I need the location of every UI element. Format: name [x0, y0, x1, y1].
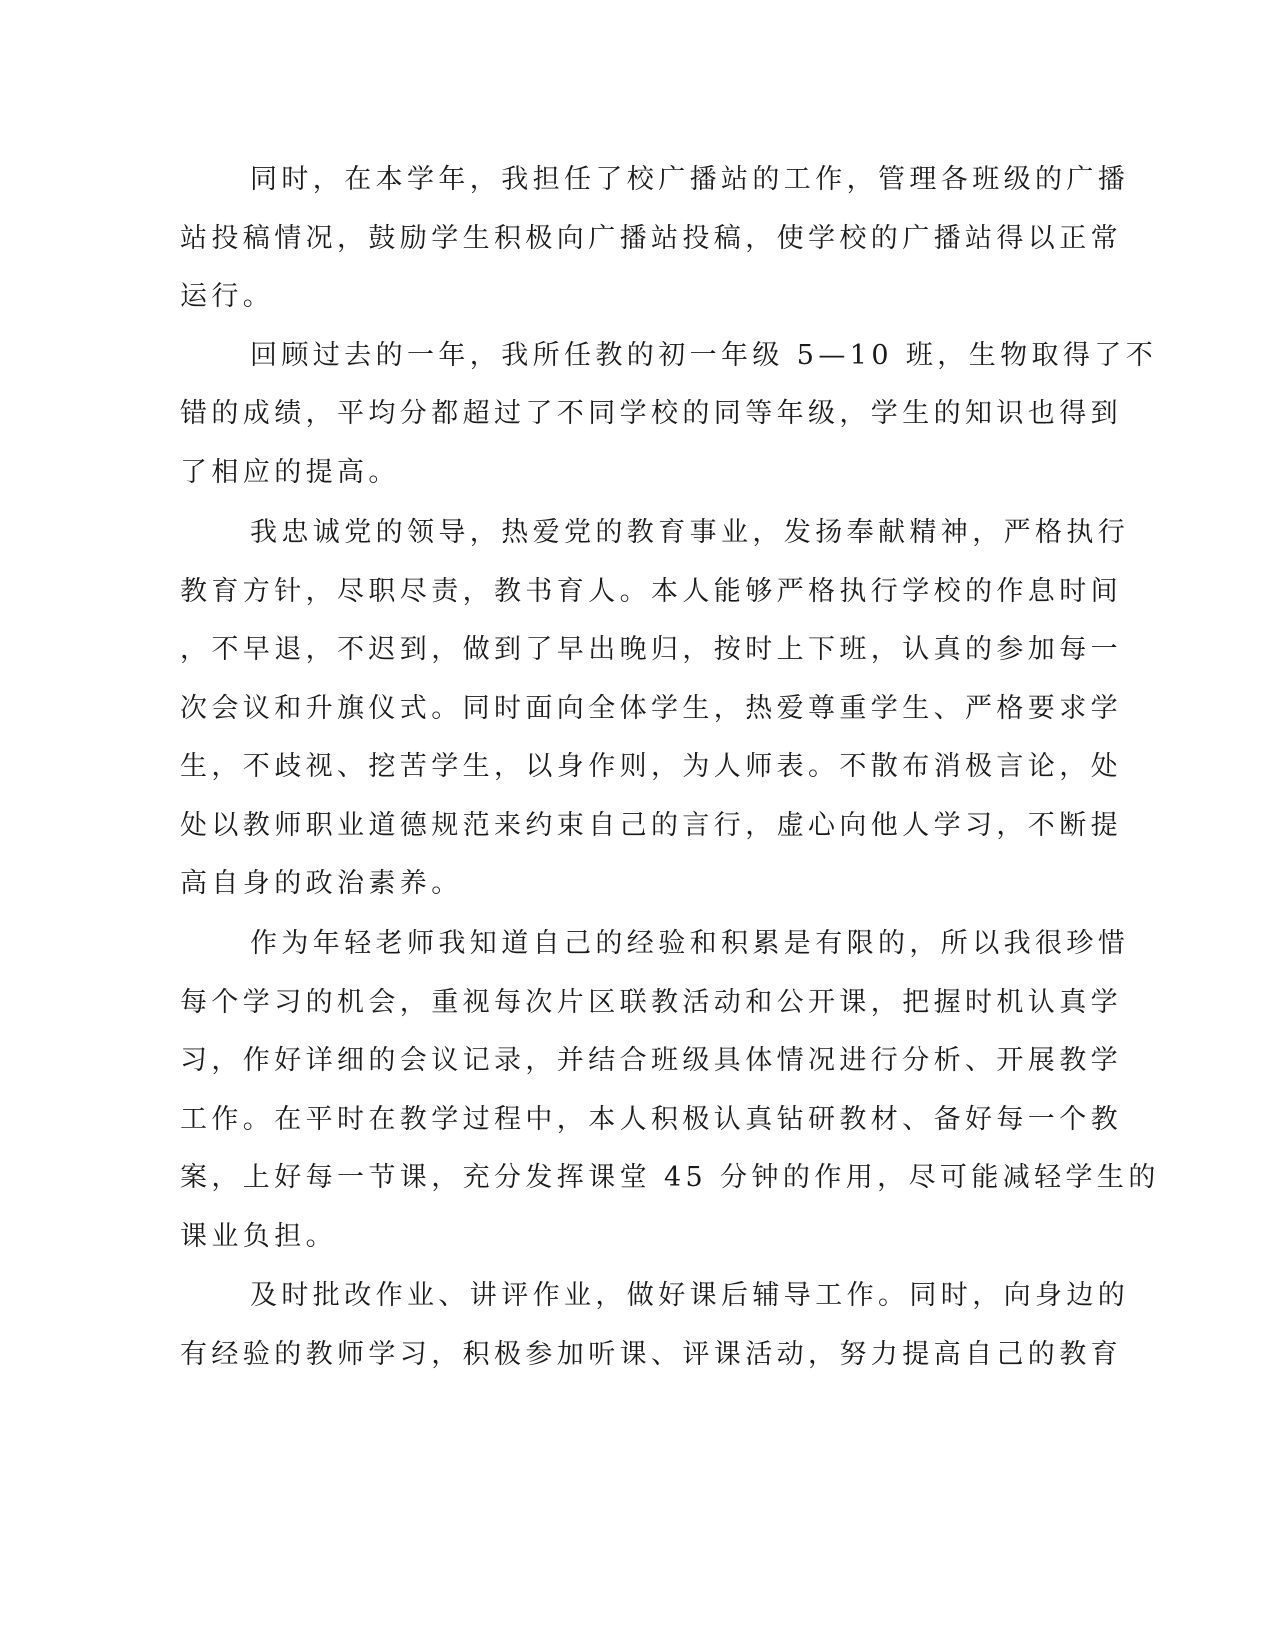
text-line: 了相应的提高。	[180, 457, 400, 488]
text-line: 习，作好详细的会议记录，并结合班级具体情况进行分析、开展教学	[180, 1045, 1122, 1076]
text-line: 站投稿情况，鼓励学生积极向广播站投稿，使学校的广播站得以正常	[180, 223, 1122, 254]
text-line: 工作。在平时在教学过程中，本人积极认真钻研教材、备好每一个教	[180, 1104, 1122, 1135]
text-line: 回顾过去的一年，我所任教的初一年级 5—10 班，生物取得了不	[250, 340, 1158, 371]
text-line: 课业负担。	[180, 1221, 337, 1252]
text-line: 生，不歧视、挖苦学生，以身作则，为人师表。不散布消极言论，处	[180, 751, 1122, 782]
text-line: 高自身的政治素养。	[180, 868, 463, 899]
text-line: 同时，在本学年，我担任了校广播站的工作，管理各班级的广播	[250, 164, 1130, 195]
text-line: 有经验的教师学习，积极参加听课、评课活动，努力提高自己的教育	[180, 1339, 1122, 1370]
text-line: 错的成绩，平均分都超过了不同学校的同等年级，学生的知识也得到	[180, 398, 1122, 429]
text-line: 案，上好每一节课，充分发挥课堂 45 分钟的作用，尽可能减轻学生的	[180, 1162, 1160, 1193]
text-line: 运行。	[180, 281, 275, 312]
text-line: ，不早退，不迟到，做到了早出晚归，按时上下班，认真的参加每一	[180, 634, 1122, 665]
text-line: 每个学习的机会，重视每次片区联教活动和公开课，把握时机认真学	[180, 987, 1122, 1018]
text-line: 我忠诚党的领导，热爱党的教育事业，发扬奉献精神，严格执行	[250, 517, 1130, 548]
text-line: 及时批改作业、讲评作业，做好课后辅导工作。同时，向身边的	[250, 1280, 1130, 1311]
text-line: 作为年轻老师我知道自己的经验和积累是有限的，所以我很珍惜	[250, 928, 1130, 959]
text-line: 教育方针，尽职尽责，教书育人。本人能够严格执行学校的作息时间	[180, 576, 1122, 607]
text-line: 次会议和升旗仪式。同时面向全体学生，热爱尊重学生、严格要求学	[180, 693, 1122, 724]
text-line: 处以教师职业道德规范来约束自己的言行，虚心向他人学习，不断提	[180, 810, 1122, 841]
